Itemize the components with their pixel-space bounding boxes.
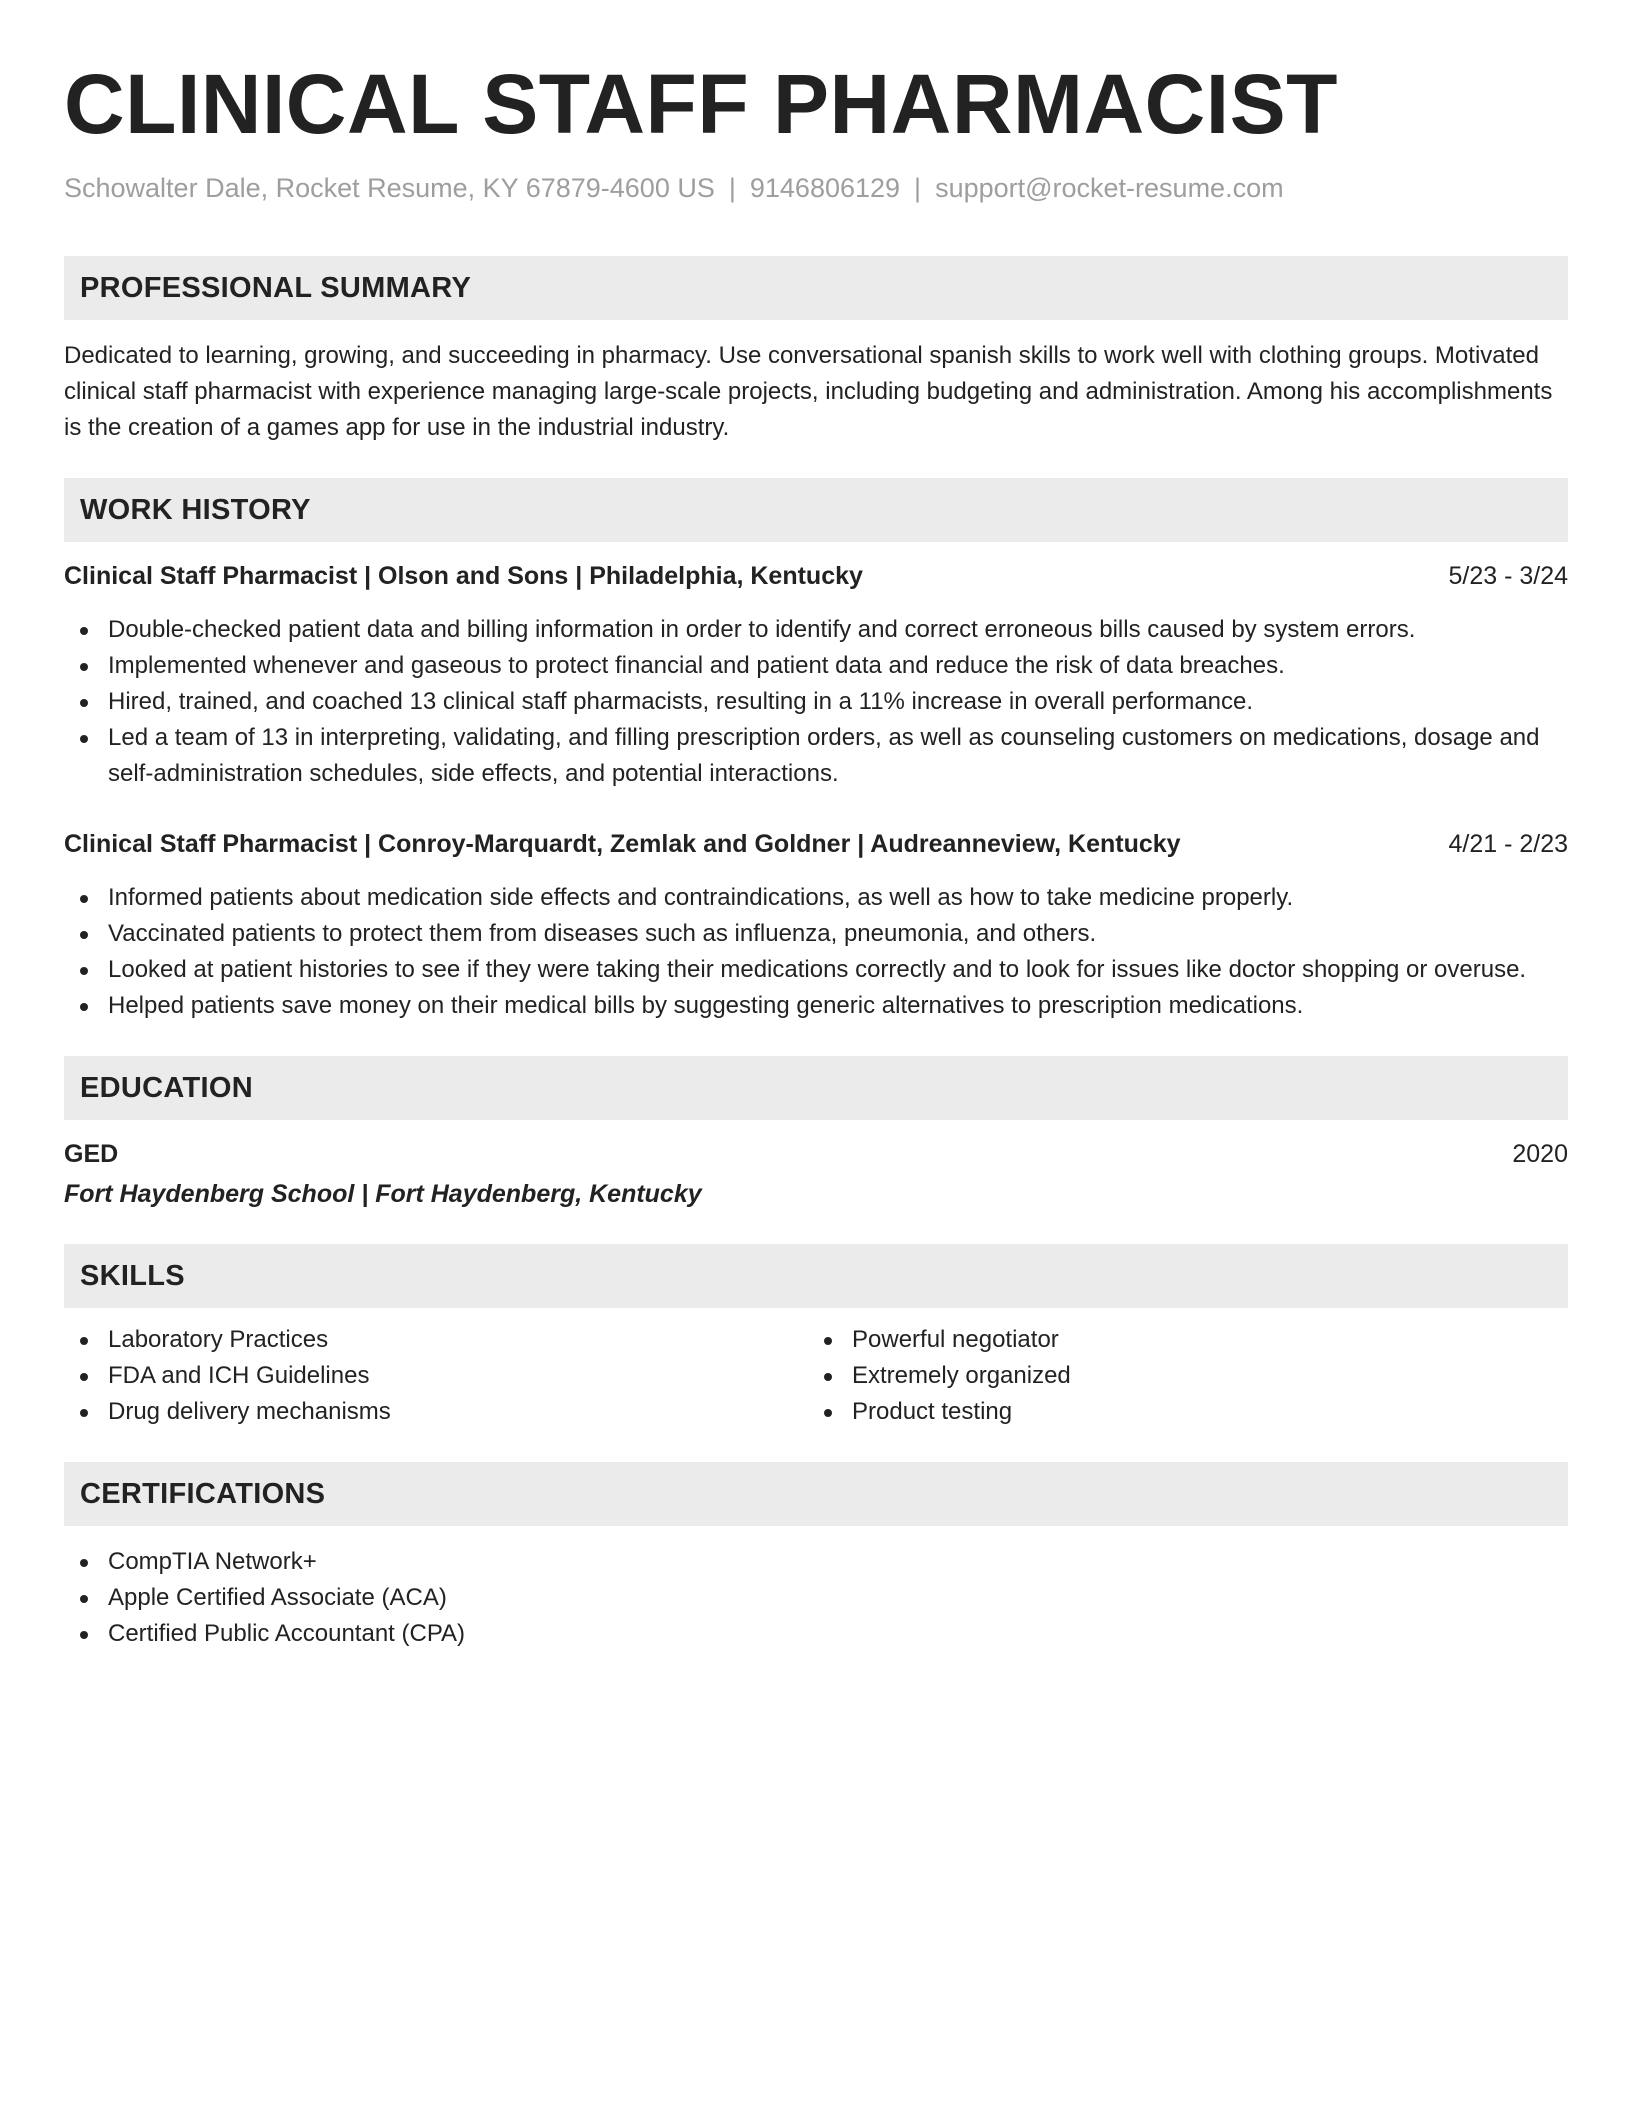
job-dates: 5/23 - 3/24 bbox=[1448, 562, 1568, 590]
education-degree: GED bbox=[64, 1140, 119, 1168]
list-item: Drug delivery mechanisms bbox=[64, 1394, 808, 1430]
list-item: Vaccinated patients to protect them from diseases such as influenza, pneumonia, and others. bbox=[64, 916, 1568, 952]
section-header-education: EDUCATION bbox=[64, 1056, 1568, 1120]
section-header-work-history: WORK HISTORY bbox=[64, 478, 1568, 542]
skills-list-left bbox=[64, 1322, 808, 1430]
job-heading-row bbox=[64, 826, 1568, 862]
job-bullet-list bbox=[64, 880, 1568, 1024]
list-item: Hired, trained, and coached 13 clinical staff pharmacists, resulting in a 11% increase in overall performance. bbox=[64, 684, 1568, 720]
contact-separator: | bbox=[914, 173, 922, 203]
list-item: Extremely organized bbox=[808, 1358, 1552, 1394]
list-item: FDA and ICH Guidelines bbox=[64, 1358, 808, 1394]
list-item: Double-checked patient data and billing information in order to identify and correct erroneous bills caused by system errors. bbox=[64, 612, 1568, 648]
summary-text: Dedicated to learning, growing, and succeeding in pharmacy. Use conversational spanish skills to work well with clothing groups. Motivated clinical staff pharmacist with experience managing large-scale projects, including budgeting and administration. Among his accomplishments is the creation of a games app for use in the industrial industry. bbox=[64, 342, 1553, 441]
job-bullet-list bbox=[64, 612, 1568, 792]
skills-list-right bbox=[808, 1322, 1552, 1430]
education-year: 2020 bbox=[1512, 1140, 1568, 1168]
list-item: Looked at patient histories to see if they were taking their medications correctly and to look for issues like doctor shopping or overuse. bbox=[64, 952, 1568, 988]
contact-phone: 9146806129 bbox=[749, 173, 901, 203]
education-school: Fort Haydenberg School | Fort Haydenberg, Kentucky bbox=[64, 1180, 702, 1208]
job-title: Clinical Staff Pharmacist | Olson and Sons | Philadelphia, Kentucky bbox=[64, 562, 863, 590]
job-dates: 4/21 - 2/23 bbox=[1448, 830, 1568, 858]
job-heading-row bbox=[64, 558, 1568, 594]
list-item: CompTIA Network+ bbox=[64, 1544, 1568, 1580]
section-header-summary: PROFESSIONAL SUMMARY bbox=[64, 256, 1568, 320]
skills-grid bbox=[64, 1322, 1568, 1430]
list-item: Laboratory Practices bbox=[64, 1322, 808, 1358]
resume-page bbox=[64, 48, 1568, 1652]
section-header-certifications: CERTIFICATIONS bbox=[64, 1462, 1568, 1526]
certifications-list bbox=[64, 1544, 1568, 1652]
list-item: Powerful negotiator bbox=[808, 1322, 1552, 1358]
list-item: Implemented whenever and gaseous to protect financial and patient data and reduce the risk of data breaches. bbox=[64, 648, 1568, 684]
contact-email: support@rocket-resume.com bbox=[935, 173, 1284, 203]
list-item: Apple Certified Associate (ACA) bbox=[64, 1580, 1568, 1616]
section-header-skills: SKILLS bbox=[64, 1244, 1568, 1308]
job-title: Clinical Staff Pharmacist | Conroy-Marquardt, Zemlak and Goldner | Audreanneview, Kentucky bbox=[64, 830, 1181, 858]
list-item: Led a team of 13 in interpreting, validating, and filling prescription orders, as well as counseling customers on medications, dosage and self-administration schedules, side effects, and potential interactions. bbox=[64, 720, 1568, 792]
contact-address: Schowalter Dale, Rocket Resume, KY 67879-4600 US bbox=[64, 173, 715, 203]
list-item: Informed patients about medication side effects and contraindications, as well as how to take medicine properly. bbox=[64, 880, 1568, 916]
contact-separator: | bbox=[728, 173, 736, 203]
resume-name: CLINICAL STAFF PHARMACIST bbox=[64, 57, 1338, 151]
list-item: Product testing bbox=[808, 1394, 1552, 1430]
list-item: Helped patients save money on their medical bills by suggesting generic alternatives to prescription medications. bbox=[64, 988, 1568, 1024]
education-row bbox=[64, 1136, 1568, 1172]
contact-line bbox=[64, 170, 1568, 206]
list-item: Certified Public Accountant (CPA) bbox=[64, 1616, 1568, 1652]
